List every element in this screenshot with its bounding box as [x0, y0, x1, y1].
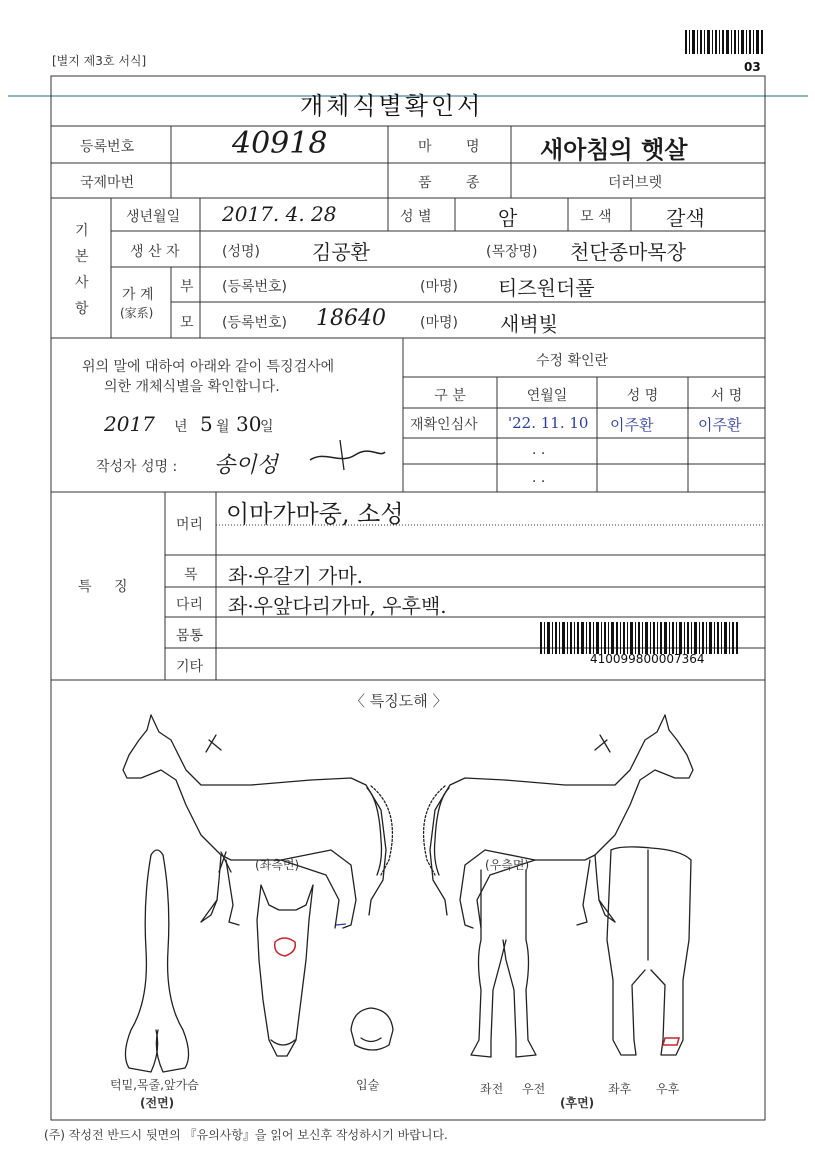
- farm-value: 천단종마목장: [570, 240, 686, 264]
- revision-col-sign: 서 명: [710, 388, 743, 404]
- forelegs-front-outline: [471, 870, 536, 1057]
- producer-name-value: 김공환: [312, 240, 370, 264]
- color-value: 갈색: [666, 206, 705, 230]
- sex-label: 성 별: [400, 209, 432, 225]
- id-barcode: [540, 622, 740, 654]
- dam-label: 모: [180, 315, 194, 331]
- revision-dots: . .: [532, 470, 546, 486]
- fore-right-label: 우전: [522, 1082, 546, 1096]
- day-label: 일: [260, 419, 274, 435]
- left-side-horse-outline: [123, 715, 392, 928]
- date-month: 5: [200, 412, 213, 436]
- leg-value: 좌·우앞다리가마, 우후백.: [228, 594, 447, 618]
- right-side-horse-outline: [424, 715, 693, 928]
- revision-title: 수정 확인란: [536, 353, 609, 369]
- confirm-line-1: 위의 말에 대하여 아래와 같이 특징검사에: [82, 359, 335, 375]
- producer-name-label: (성명): [222, 244, 260, 260]
- signature-stroke: [300, 430, 390, 475]
- page-number: 03: [744, 60, 761, 74]
- dam-reg-label: (등록번호): [222, 315, 288, 331]
- fore-left-label: 좌전: [480, 1082, 504, 1096]
- hindlegs-rear-outline: [607, 847, 691, 1055]
- body-label: 몸통: [176, 628, 204, 644]
- pedigree-label: 가 계: [122, 287, 154, 303]
- front-label: (전면): [140, 1096, 175, 1110]
- pedigree-hanja-label: (家系): [120, 306, 154, 320]
- sire-name-label: (마명): [420, 279, 458, 295]
- lips-outline: [351, 1008, 393, 1050]
- writer-signature: 송이성: [214, 453, 278, 478]
- neck-label: 목: [184, 567, 198, 583]
- reg-no-value: 40918: [232, 126, 328, 161]
- sex-value: 암: [498, 206, 518, 230]
- revision-dots: . .: [532, 442, 546, 458]
- breed-label: 품 종: [418, 175, 480, 191]
- farm-label: (목장명): [486, 244, 538, 260]
- year-label: 년: [174, 419, 188, 435]
- form-number-label: [별지 제3호 서식]: [52, 54, 147, 68]
- writer-label: 작성자 성명 :: [96, 459, 178, 475]
- rear-label: (후면): [560, 1096, 595, 1110]
- front-chest-outline: [125, 850, 188, 1072]
- left-side-label: (좌측면): [255, 858, 300, 872]
- other-label: 기타: [176, 659, 204, 675]
- birth-value: 2017. 4. 28: [222, 202, 337, 226]
- sire-reg-label: (등록번호): [222, 279, 288, 295]
- revision-row-sign: 이주환: [698, 416, 742, 434]
- leg-label: 다리: [176, 597, 204, 613]
- head-label: 머리: [176, 517, 204, 533]
- birth-label: 생년월일: [126, 209, 181, 225]
- revision-row-date: '22. 11. 10: [508, 414, 589, 432]
- month-label: 월: [216, 419, 230, 435]
- revision-row-type: 재확인심사: [410, 417, 478, 433]
- dam-reg-value: 18640: [316, 306, 386, 331]
- barcode-number: 410099800007364: [590, 652, 705, 666]
- reg-no-label: 등록번호: [80, 139, 135, 155]
- hind-left-label: 좌후: [608, 1082, 632, 1096]
- revision-col-date: 연월일: [526, 388, 568, 404]
- basic-label-char: 기: [75, 223, 89, 239]
- basic-label-char: 사: [75, 275, 89, 291]
- intl-no-label: 국제마번: [80, 175, 135, 191]
- revision-col-type: 구 분: [434, 388, 466, 404]
- diagram-title: 〈 특징도해 〉: [350, 692, 448, 710]
- head-value: 이마가마중, 소성: [226, 500, 404, 528]
- sire-label: 부: [180, 279, 194, 295]
- document-title: 개체식별확인서: [300, 92, 484, 120]
- revision-row-name: 이주환: [610, 416, 654, 434]
- color-label: 모 색: [580, 209, 612, 225]
- revision-col-name: 성 명: [626, 388, 659, 404]
- dam-name-value: 새벽빛: [500, 312, 558, 336]
- front-caption: 턱밑,목줄,앞가슴: [110, 1078, 199, 1092]
- right-side-label: (우측면): [485, 858, 530, 872]
- hind-right-label: 우후: [656, 1082, 680, 1096]
- features-section-label: 특 징: [78, 579, 128, 595]
- horse-diagram: [51, 700, 765, 1120]
- date-year: 2017: [104, 412, 155, 436]
- neck-value: 좌·우갈기 가마.: [228, 564, 363, 588]
- lips-label: 입술: [356, 1078, 380, 1092]
- sire-name-value: 티즈원더풀: [498, 276, 595, 300]
- footer-note: (주) 작성전 반드시 뒷면의 『유의사항』을 읽어 보신후 작성하시기 바랍니다.: [44, 1128, 448, 1142]
- producer-label: 생 산 자: [130, 244, 180, 260]
- dam-name-label: (마명): [420, 315, 458, 331]
- head-front-outline: [257, 885, 313, 1056]
- horse-name-value: 새아침의 햇살: [540, 135, 688, 164]
- horse-name-label: 마 명: [418, 139, 480, 155]
- confirm-line-2: 의한 개체식별을 확인합니다.: [104, 379, 280, 395]
- basic-label-char: 본: [75, 249, 89, 265]
- breed-value: 더러브렛: [608, 175, 663, 191]
- date-day: 30: [236, 412, 262, 436]
- basic-label-char: 항: [75, 301, 89, 317]
